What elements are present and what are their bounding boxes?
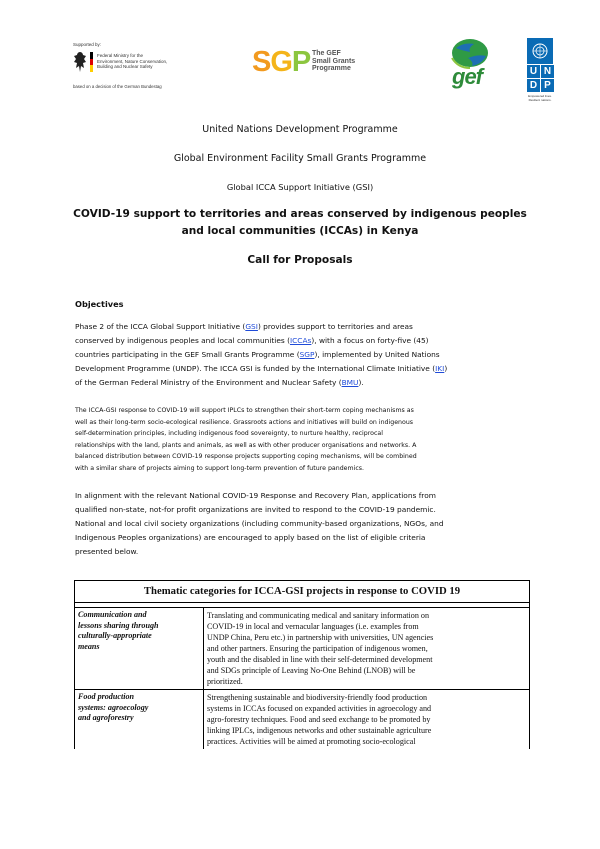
- sgp-mark: SGP: [252, 46, 311, 78]
- category-cell: Communication and lessons sharing through culturally-appropriate means: [75, 608, 204, 689]
- undp-tagline: Empowered lives. Resilient nations.: [528, 94, 552, 102]
- thematic-categories-table: [74, 580, 530, 749]
- supported-by-label: Supported by:: [73, 42, 102, 47]
- call-title: Call for Proposals: [247, 254, 353, 266]
- response-paragraph: The ICCA-GSI response to COVID-19 will support IPLCs to strengthen their short-term coping mechanisms as well as their long-term socio-ecological resilience. Grassroots actions and initiatives will build on indigenous self-determination principles, including indigenous food sovereignty, to nurture healthy, reciprocal relationships with the land, plants and animals, as well as with other producer organisations and networks. A balanced distribution between COVID-19 response projects supporting coping mechanisms, will be combined with a similar share of projects aiming to support long-term prevention of future pandemics.: [75, 407, 417, 472]
- bundestag-note: based on a decision of the German Bundestag: [73, 84, 162, 89]
- table-title: Thematic categories for ICCA-GSI projects in response to COVID 19: [75, 581, 529, 603]
- ministry-name: Federal Ministry for the Environment, Nature Conservation, Building and Nuclear Safety: [97, 53, 168, 70]
- gef-logo: [446, 38, 496, 94]
- sgp-link[interactable]: SGP: [299, 350, 315, 360]
- bmu-logo-block: [73, 42, 203, 89]
- programme-title: Global Environment Facility Small Grants Programme: [173, 153, 427, 164]
- table-row: [75, 690, 529, 749]
- objectives-paragraph: Phase 2 of the ICCA Global Support Initiative (GSI) provides support to territories and areas conserved by indigenous peoples and local communities (ICCAs), with a focus on forty-five (45) countries participating in the GEF Small Grants Programme (SGP), implemented by United Nations Development Programme (UNDP). The ICCA GSI is funded by the International Climate Initiative (IKI) of the German Federal Ministry of the Environment and Nuclear Safety (BMU).: [75, 322, 448, 388]
- eligibility-paragraph: In alignment with the relevant National COVID-19 Response and Recovery Plan, applications from qualified non-state, not-for profit organizations are invited to respond to the COVID-19 pandemic. National and local civil society organizations (including community-based organizations, NGOs, and Indigenous Peoples organizations) are encouraged to apply based on the list of eligible criteria presented below.: [75, 491, 444, 557]
- sgp-wordmark: The GEF Small Grants Programme: [312, 50, 356, 73]
- gsi-link[interactable]: GSI: [245, 322, 258, 331]
- category-cell: Food production systems: agroecology and agroforestry: [75, 690, 204, 749]
- table-row: [75, 608, 529, 690]
- federal-eagle-icon: [73, 50, 87, 74]
- bmu-link[interactable]: BMU: [341, 378, 359, 388]
- undp-letters: U N D P: [527, 65, 553, 92]
- gef-wordmark: gef: [452, 64, 482, 89]
- org-title: United Nations Development Programme: [202, 124, 398, 135]
- bmu-logo: [73, 50, 203, 78]
- initiative-title: Global ICCA Support Initiative (GSI): [226, 182, 374, 192]
- description-cell: Strengthening sustainable and biodiversity-friendly food production systems in ICCAs focused on expanded activities in agroecology and agro-forestry techniques. Food and seed exchange to be promoted by linking IPLCs, indigenous networks and other sustainable agriculture practices. Activities will be aimed at promoting socio-ecological: [207, 693, 432, 746]
- german-flag-icon: [90, 52, 93, 72]
- document-title: COVID-19 support to territories and areas conserved by indigenous peoples and local communities (ICCAs) in Kenya: [73, 208, 527, 237]
- description-cell: Translating and communicating medical and sanitary information on COVID-19 in local and vernacular languages (i.e. examples from UNDP China, Peru etc.) in partnership with universities, UN agencies and other partners. Ensuring the participation of indigenous women, youth and the disabled in line with their self-determined development and SDGs principle of Leaving No-One Behind (LNOB) will be prioritized.: [207, 611, 434, 686]
- page-header: [0, 0, 600, 105]
- iccas-link[interactable]: ICCAs: [289, 336, 312, 346]
- objectives-heading: Objectives: [75, 299, 124, 309]
- undp-logo: [527, 38, 553, 102]
- sgp-logo: [252, 46, 362, 86]
- iki-link[interactable]: IKI: [435, 364, 445, 374]
- un-emblem-icon: [527, 38, 553, 64]
